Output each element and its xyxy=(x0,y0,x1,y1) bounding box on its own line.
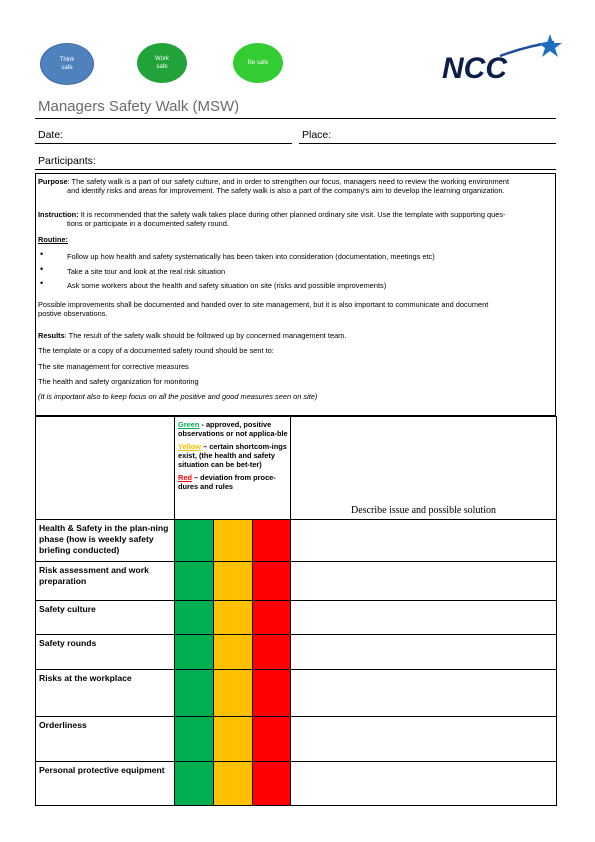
description-field[interactable] xyxy=(291,601,557,635)
table-row xyxy=(36,562,557,601)
purpose-text xyxy=(38,177,554,186)
improvements-text-2: postive observations. xyxy=(38,309,108,318)
green-legend-text: - approved, positive observations or not applica-ble xyxy=(178,420,288,438)
yellow-checkbox[interactable] xyxy=(214,762,253,806)
yellow-checkbox[interactable] xyxy=(214,670,253,717)
date-label: Date: xyxy=(38,129,64,141)
date-field[interactable] xyxy=(35,143,292,144)
row-label: Personal protective equipment xyxy=(36,762,175,806)
routine-label: Routine: xyxy=(38,235,68,244)
be-safe-badge xyxy=(233,43,283,83)
describe-header: Describe issue and possible solution xyxy=(291,417,557,520)
assessment-table xyxy=(35,416,557,806)
place-label: Place: xyxy=(302,129,332,141)
logo-text: NCC xyxy=(442,52,507,84)
badge-label: safe xyxy=(61,65,73,71)
routine-item: Take a site tour and look at the real risk situation xyxy=(67,267,226,276)
row-label: Orderliness xyxy=(36,717,175,762)
yellow-checkbox[interactable] xyxy=(214,520,253,562)
badge-label: Work xyxy=(155,56,169,62)
row-label: Risks at the workplace xyxy=(36,670,175,717)
yellow-legend-word: Yellow xyxy=(178,442,202,451)
table-row xyxy=(36,670,557,717)
description-field[interactable] xyxy=(291,717,557,762)
green-legend-word: Green xyxy=(178,420,200,429)
bullet-icon: • xyxy=(40,278,44,288)
badge-label: Be safe xyxy=(247,60,269,66)
results-text xyxy=(38,331,346,340)
instruction-label: Instruction: xyxy=(38,210,79,219)
green-checkbox[interactable] xyxy=(175,635,214,670)
green-checkbox[interactable] xyxy=(175,762,214,806)
table-row xyxy=(36,762,557,806)
participants-field[interactable] xyxy=(35,169,556,170)
yellow-checkbox[interactable] xyxy=(214,601,253,635)
row-label: Safety rounds xyxy=(36,635,175,670)
table-row xyxy=(36,635,557,670)
send-item: The health and safety organization for monitoring xyxy=(38,377,199,386)
results-body: : The result of the safety walk should be followed up by concerned management team. xyxy=(64,331,347,340)
title-divider xyxy=(35,118,556,119)
table-header-row xyxy=(36,417,557,520)
row-label: Health & Safety in the plan-ning phase (how is weekly safety briefing conducted) xyxy=(36,520,175,562)
description-field[interactable] xyxy=(291,635,557,670)
page-title: Managers Safety Walk (MSW) xyxy=(38,98,240,115)
description-field[interactable] xyxy=(291,520,557,562)
yellow-checkbox[interactable] xyxy=(214,717,253,762)
red-checkbox[interactable] xyxy=(253,762,291,806)
green-checkbox[interactable] xyxy=(175,601,214,635)
results-label: Results xyxy=(38,331,65,340)
row-label: Risk assessment and work preparation xyxy=(36,562,175,601)
bullet-icon: • xyxy=(40,249,44,259)
table-row xyxy=(36,520,557,562)
description-field[interactable] xyxy=(291,562,557,601)
send-text: The template or a copy of a documented safety round should be sent to: xyxy=(38,346,274,355)
header-blank-cell xyxy=(36,417,175,520)
table-row xyxy=(36,601,557,635)
red-legend-text: – deviation from proce-dures and rules xyxy=(178,473,276,491)
table-row xyxy=(36,717,557,762)
yellow-checkbox[interactable] xyxy=(214,635,253,670)
routine-item: Ask some workers about the health and safety situation on site (risks and possible improvements) xyxy=(67,281,387,290)
row-label: Safety culture xyxy=(36,601,175,635)
think-safe-badge xyxy=(40,43,94,85)
badge-label: safe xyxy=(156,64,168,70)
purpose-body: : The safety walk is a part of our safety culture, and in order to strengthen our focus, managers need to review the working environment xyxy=(67,177,510,186)
red-checkbox[interactable] xyxy=(253,670,291,717)
routine-item: Follow up how health and safety systematically has been taken into consideration (documentation, meetings etc) xyxy=(67,252,435,261)
description-field[interactable] xyxy=(291,670,557,717)
positive-note: (It is important also to keep focus on all the positive and good measures seen on site) xyxy=(38,392,318,401)
participants-label: Participants: xyxy=(38,155,96,167)
red-checkbox[interactable] xyxy=(253,601,291,635)
yellow-checkbox[interactable] xyxy=(214,562,253,601)
work-safe-badge xyxy=(137,43,187,83)
instruction-body: It is recommended that the safety walk takes place during other planned ordinary site visit. Use the template with supporting ques- xyxy=(78,210,506,219)
improvements-text: Possible improvements shall be documented and handed over to site management, but it is also important to communicate and document xyxy=(38,300,489,309)
instruction-text xyxy=(38,210,554,219)
red-checkbox[interactable] xyxy=(253,520,291,562)
instruction-text-2: tions or participate in a documented safety round. xyxy=(67,219,229,228)
bullet-icon: • xyxy=(40,264,44,274)
color-legend xyxy=(175,417,291,520)
red-checkbox[interactable] xyxy=(253,635,291,670)
purpose-text-2: and identify risks and areas for improvement. The safety walk is also a part of the company's aim to develop the learning organization. xyxy=(67,186,505,195)
purpose-label: Purpose xyxy=(38,177,68,186)
red-checkbox[interactable] xyxy=(253,717,291,762)
green-checkbox[interactable] xyxy=(175,562,214,601)
badge-label: Think xyxy=(59,57,75,63)
green-checkbox[interactable] xyxy=(175,717,214,762)
place-field[interactable] xyxy=(299,143,556,144)
send-item: The site management for corrective measures xyxy=(38,362,189,371)
description-field[interactable] xyxy=(291,762,557,806)
green-checkbox[interactable] xyxy=(175,670,214,717)
red-legend-word: Red xyxy=(178,473,192,482)
ncc-logo xyxy=(442,34,562,84)
red-checkbox[interactable] xyxy=(253,562,291,601)
yellow-legend-text: – certain shortcom-ings exist, (the health and safety situation can be bet-ter) xyxy=(178,442,287,469)
green-checkbox[interactable] xyxy=(175,520,214,562)
